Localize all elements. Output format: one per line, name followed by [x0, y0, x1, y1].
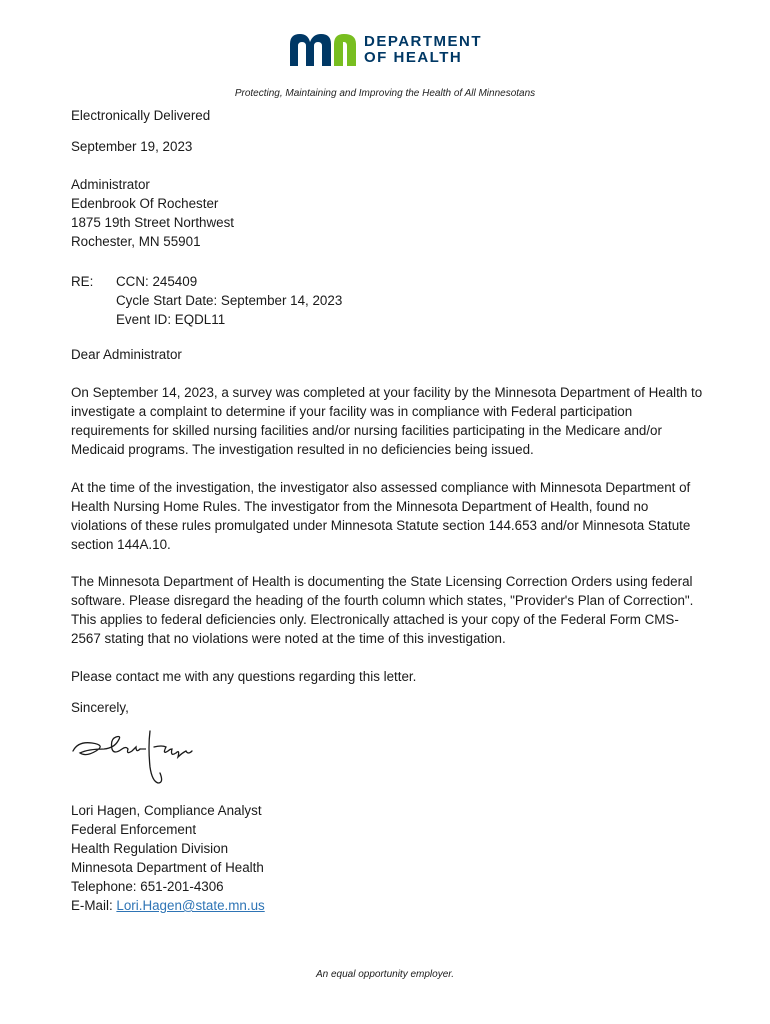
address-line: Administrator	[71, 177, 150, 192]
email-link[interactable]: Lori.Hagen@state.mn.us	[116, 898, 265, 913]
logo-line-2: OF HEALTH	[364, 49, 463, 66]
paragraph-4: Please contact me with any questions regarding this letter.	[71, 669, 417, 684]
logo-wordmark	[364, 34, 482, 66]
re-details	[116, 272, 342, 329]
re-cycle-start: Cycle Start Date: September 14, 2023	[116, 293, 343, 308]
salutation: Dear Administrator	[71, 347, 182, 362]
email-label: E-Mail:	[71, 898, 117, 913]
signer-division: Health Regulation Division	[71, 841, 229, 856]
paragraph-1: On September 14, 2023, a survey was completed at your facility by the Minnesota Department of Health to investigate a complaint to determine if your facility was in compliance with Federal participation requirements for skilled nursing facilities and/or nursing facilities participating in the Medicare and/or Medicaid programs. The investigation resulted in no deficiencies being issued.	[71, 385, 703, 457]
address-line: Rochester, MN 55901	[71, 234, 201, 249]
delivery-method: Electronically Delivered	[71, 108, 211, 123]
re-ccn: CCN: 245409	[116, 274, 198, 289]
recipient-address	[71, 175, 234, 251]
paragraph-3: The Minnesota Department of Health is documenting the State Licensing Correction Orders using federal software. Please disregard the heading of the fourth column which states, "Provider's Plan of Correction". This applies to federal deficiencies only. Electronically attached is your copy of the Federal Form CMS-2567 stating that no violations were noted at the time of this investigation.	[71, 574, 694, 646]
signer-unit: Federal Enforcement	[71, 822, 197, 837]
re-label: RE:	[71, 274, 94, 289]
re-event-id: Event ID: EQDL11	[116, 312, 226, 327]
signer-block	[71, 801, 265, 915]
mn-logo-mark-icon	[288, 30, 358, 70]
signer-telephone: Telephone: 651-201-4306	[71, 879, 224, 894]
signer-name-title: Lori Hagen, Compliance Analyst	[71, 803, 262, 818]
address-line: 1875 19th Street Northwest	[71, 215, 235, 230]
paragraph-2: At the time of the investigation, the investigator also assessed compliance with Minnesota Department of Health Nursing Home Rules. The investigator from the Minnesota Department of Health, found no violations of these rules promulgated under Minnesota Statute section 144.653 and/or Minnesota Statute section 144A.10.	[71, 480, 691, 552]
mdh-logo	[288, 30, 482, 70]
logo-line-1: DEPARTMENT	[364, 33, 483, 50]
handwritten-signature	[70, 727, 195, 787]
letter-date: September 19, 2023	[71, 139, 193, 154]
closing: Sincerely,	[71, 700, 129, 715]
signer-department: Minnesota Department of Health	[71, 860, 264, 875]
address-line: Edenbrook Of Rochester	[71, 196, 219, 211]
tagline: Protecting, Maintaining and Improving the Health of All Minnesotans	[234, 88, 536, 99]
footer: An equal opportunity employer.	[315, 969, 455, 980]
signer-email-row	[71, 896, 265, 915]
